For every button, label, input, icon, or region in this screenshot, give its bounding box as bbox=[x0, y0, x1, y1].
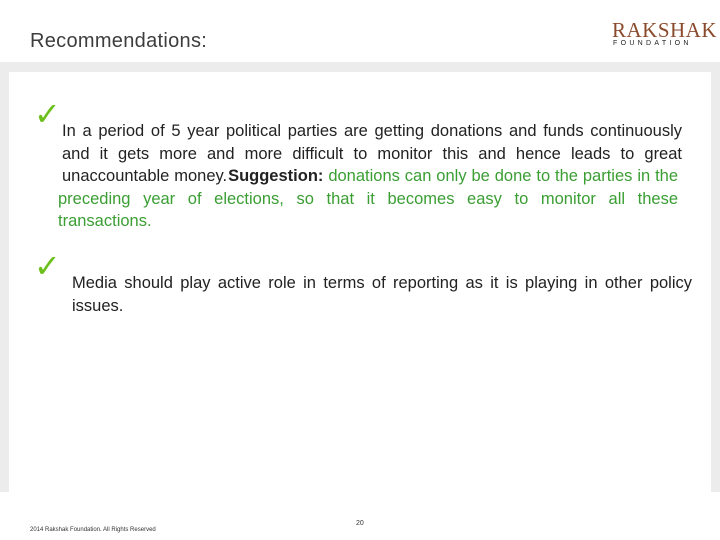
logo-main-text: RAKSHAK bbox=[612, 18, 718, 42]
logo-sub-text: FOUNDATION bbox=[613, 40, 692, 47]
rakshak-foundation-logo bbox=[612, 18, 718, 50]
bullet-2 bbox=[58, 272, 692, 317]
checkmark-icon: ✓ bbox=[34, 95, 61, 133]
checkmark-icon: ✓ bbox=[34, 247, 61, 285]
bullet-1-text: In a period of 5 year political parties are getting donations and funds continuously and it gets more and more difficult to monitor this and hence leads to great unaccountable money. bbox=[62, 122, 682, 185]
suggestion-label: Suggestion: bbox=[228, 167, 324, 185]
suggestion-text: donations can only be done to the parties in the preceding year of elections, so that it becomes easy to monitor all these transactions. bbox=[58, 167, 679, 230]
slide-title: Recommendations: bbox=[30, 30, 208, 52]
bullet-1 bbox=[58, 120, 682, 233]
copyright-footer: 2014 Rakshak Foundation. All Rights Reserved bbox=[30, 527, 156, 533]
page-number: 20 bbox=[356, 520, 364, 527]
bullet-2-text: Media should play active role in terms of reporting as it is playing in other policy issues. bbox=[72, 274, 692, 315]
